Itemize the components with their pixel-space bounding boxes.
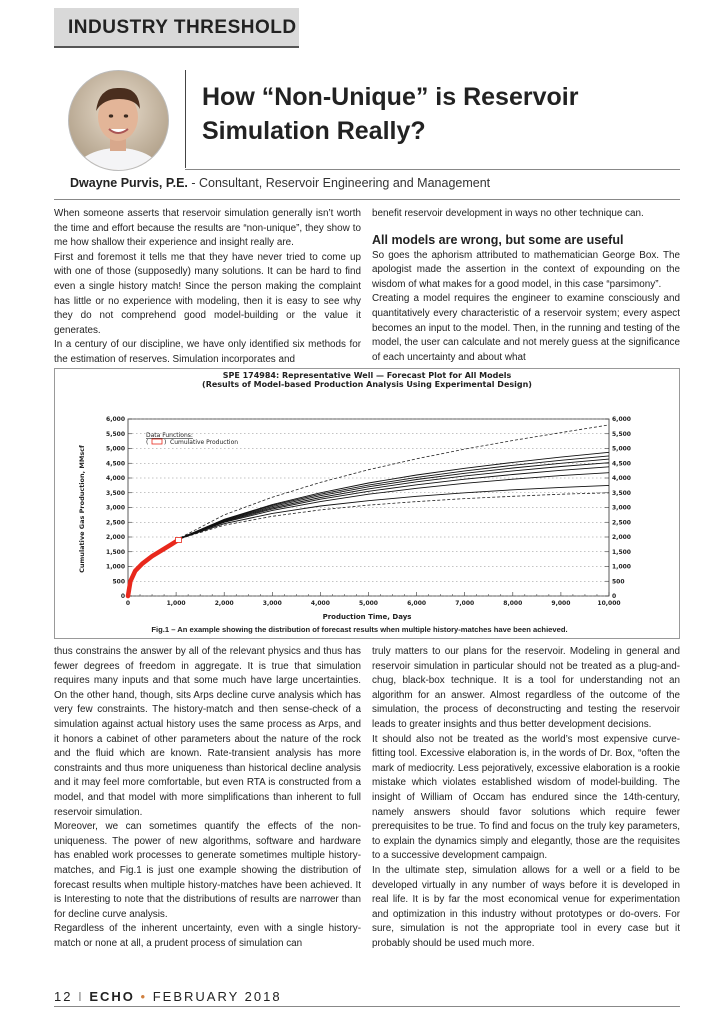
y-tick-label: 4,500 [106,460,125,468]
legend-open-bracket: ( [146,439,149,446]
y-tick-label: 5,500 [106,430,125,438]
paragraph: Creating a model requires the engineer to examine consciously and quantitatively every characteristic of a reservoir system; every aspect becomes an input to the model. Then, in the running and testing of the model, the user can calculate and not merely guess at the significance of each uncertainty and about what [372,293,680,363]
paragraph: First and foremost it tells me that they have never tried to come up with one of those (supposedly) many solutions. It can be hard to find even a single history match! Since the person making the complaint has little or no experience with modeling, then it is easy to see why they do not comprehend good model-building or the value it generates. [54,251,361,336]
x-tick-label: 3,000 [262,600,282,607]
legend-title: Data Functions: [146,432,193,439]
y-tick-label: 3,000 [106,504,125,512]
x-tick-label: 1,000 [166,600,186,607]
page-footer [54,989,282,1004]
paragraph: thus constrains the answer by all of the relevant physics and thus has fewer degrees of freedom in aggregate. It is true that simulation requires many inputs and that some much have large uncertainties. On the other hand, though, sits Arps decline curve analysis which has very few constraints. The history-match and then sense-check of a simulation against actual history uses the same process as Arps, and it honors a cabinet of other parameters about the nature of the rock and the fluid which are known. Rate-transient analysis has more constraints and thus more uniqueness than historical decline analysis and it may feel more comfortable, but even RTA is constructed from a model, and that model with more simplifications than inherent to full reservoir simulation. [54,646,361,818]
x-axis-label: Production Time, Days [322,613,412,621]
y-tick-label-right: 1,500 [612,548,631,556]
section-tag [54,8,299,48]
y-tick-label: 2,000 [106,534,125,541]
history-end-marker [176,537,182,542]
x-tick-label: 5,000 [359,600,378,607]
magazine-name: ECHO [89,989,135,1004]
paragraph: Moreover, we can sometimes quantify the effects of the non-uniqueness. The power of new algorithms, software and hardware has enabled work processes to generate sometimes multiple history-matches, and Fig.1 is just one example showing the distribution of forecast results when multiple history-matches have been achieved. It is Interesting to note that the distributions of results are narrower than for decline curve analysis. [54,821,361,920]
paragraph: truly matters to our plans for the reservoir. Modeling in general and reservoir simulation in particular should not be treated as a plug-and-chug, black-box technique. It is a tool for understanding not an algorithm for an answer. Almost regardless of the outcome of the simulation, the process of deconstructing and testing the reservoir leads to greater insights and thus better development decisions. [372,646,680,730]
article-title: How “Non-Unique” is Reservoir Simulation Really? [202,83,579,145]
column-3 [54,645,361,951]
x-tick-label: 10,000 [597,600,621,607]
paragraph: So goes the aphorism attributed to mathematician George Box. The apologist made the assertion in the context of expounding on the wisdom of what makes for a good model, in this case “parsimony”. [372,249,680,290]
y-tick-label: 5,000 [106,445,125,453]
y-tick-label-right: 500 [612,578,625,586]
history-series [128,540,179,596]
paragraph: Regardless of the inherent uncertainty, even with a single history-match or none at all, a prudent process of simulation can [54,923,361,949]
author-name: Dwayne Purvis, P.E. [70,176,188,190]
legend-entry: Cumulative Production [170,439,239,446]
y-tick-label: 500 [112,578,125,586]
chart-title: SPE 174984: Representative Well — Forecast Plot for All Models [222,371,512,380]
paragraph: benefit reservoir development in ways no other technique can. [372,208,644,219]
y-tick-label-right: 5,500 [612,430,631,438]
y-tick-label: 4,000 [106,475,125,482]
legend-close-bracket: ) [164,439,167,446]
y-tick-label-right: 2,500 [612,519,631,527]
y-tick-label: 0 [120,593,125,600]
x-tick-label: 0 [125,600,131,607]
y-tick-label: 3,500 [106,489,125,497]
author-photo [68,70,169,171]
paragraph: In a century of our discipline, we have only identified six methods for the estimation of reserves. Simulation incorporates and [54,339,361,365]
x-tick-label: 7,000 [455,600,475,607]
chart-subtitle: (Results of Model-based Production Analysis Using Experimental Design) [202,380,532,389]
paragraph: In the ultimate step, simulation allows for a well or a field to be developed virtually in any number of ways before it is developed in real life. It is by far the most economical venue for experimentation and optimization in this industry without prototypes or do-overs. For sure, simulation is not the appropriate tool in every case but it probably should be used much more. [372,864,680,949]
forecast-line [176,456,609,540]
forecast-line [176,485,609,540]
section-label: INDUSTRY THRESHOLD [68,17,297,38]
author-role: - Consultant, Reservoir Engineering and Management [187,176,491,190]
column-1 [54,207,361,368]
y-tick-label-right: 4,500 [612,460,631,468]
x-tick-label: 8,000 [503,600,523,607]
forecast-line [176,459,609,540]
y-tick-label-right: 3,500 [612,489,631,497]
forecast-upper-bound [176,425,609,540]
y-tick-label-right: 3,000 [612,504,631,512]
column-4 [372,645,680,951]
paragraph: When someone asserts that reservoir simulation generally isn’t worth the time and effort because the results are “non-unique”, they show to me how shallow their experience and insight really are. [54,208,361,249]
byline-rule [54,199,680,200]
y-tick-label-right: 4,000 [612,475,631,482]
y-tick-label: 6,000 [106,416,125,423]
footer-separator: I [78,989,84,1004]
x-tick-label: 6,000 [407,600,427,607]
issue-date: FEBRUARY 2018 [152,989,282,1004]
x-tick-label: 9,000 [551,600,571,607]
forecast-line [176,452,609,540]
legend-swatch [152,439,162,444]
forecast-chart [54,369,680,623]
column-2 [372,207,680,365]
x-tick-label: 4,000 [310,600,330,607]
footer-rule [54,1006,680,1007]
footer-dot: • [140,989,148,1004]
y-tick-label-right: 1,000 [612,563,631,571]
y-tick-label-right: 0 [612,593,617,600]
title-rule-bottom [185,169,680,170]
byline [70,176,490,190]
forecast-line [176,463,609,540]
author-photo-image [69,71,168,170]
y-tick-label-right: 6,000 [612,416,631,423]
y-tick-label: 2,500 [106,519,125,527]
title-divider [185,70,186,168]
y-tick-label-right: 2,000 [612,534,631,541]
figure-caption: Fig.1 – An example showing the distribution of forecast results when multiple history-matches have been achieved. [151,625,568,634]
y-tick-label-right: 5,000 [612,445,631,453]
subheading: All models are wrong, but some are useful [372,232,624,247]
y-tick-label: 1,000 [106,563,125,571]
y-tick-label: 1,500 [106,548,125,556]
paragraph: It should also not be treated as the world’s most expensive curve-fitting tool. Excessive elaboration is, in the words of Dr. Box, “often the mark of mediocrity. Less pejoratively, excessive elaboration is a rookie mistake which violates established wisdom of model-building. The insight of William of Occam has endured since the 14th-century, namely answers should favor solutions which require fewer prerequisites to be true. To find and focus on the truly key parameters, to explain the dynamics simply and elegantly, those are the requisites to a successive development campaign. [372,733,680,862]
y-axis-label: Cumulative Gas Production, MMscf [78,445,86,573]
x-tick-label: 2,000 [214,600,234,607]
page-number: 12 [54,989,73,1004]
